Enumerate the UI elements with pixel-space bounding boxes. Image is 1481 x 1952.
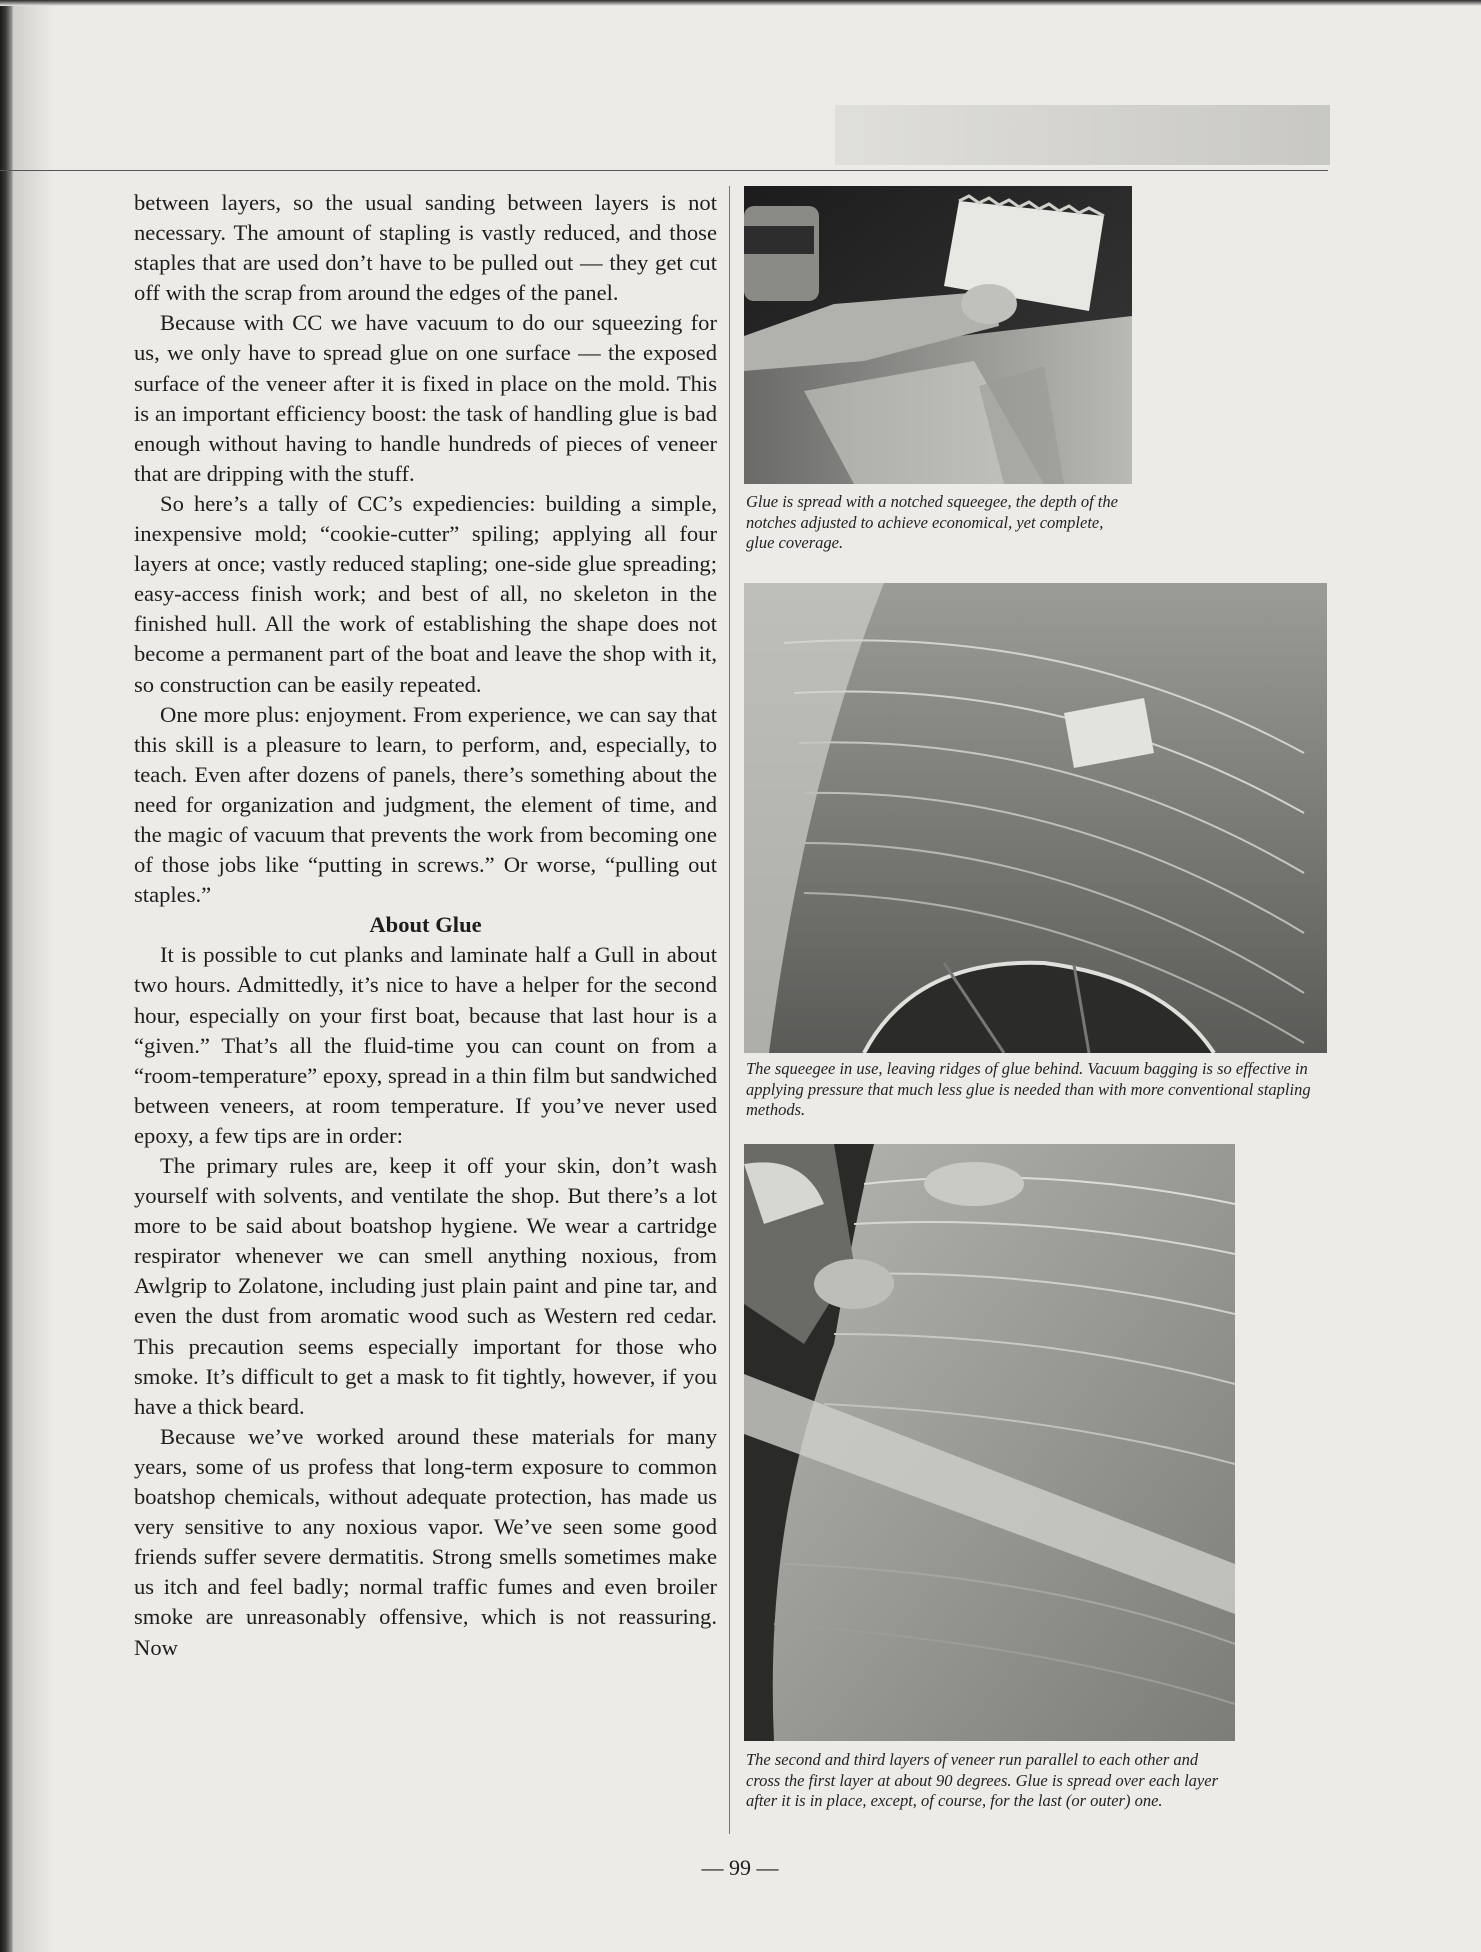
- header-rule: [0, 170, 1328, 171]
- paragraph: So here’s a tally of CC’s expediencies: building a simple, inexpensive mold; “cookie-cutter” spiling; applying all four layers at once; vastly reduced stapling; one-side glue spreading; easy-access finish work; and best of all, no skeleton in the finished hull. All the work of establishing the shape does not become a permanent part of the boat and leave the shop with it, so construction can be easily repeated.: [134, 490, 717, 697]
- paragraph: Because with CC we have vacuum to do our squeezing for us, we only have to spread glue on one surface — the exposed surface of the veneer after it is fixed in place on the mold. This is an important efficiency boost: the task of handling glue is bad enough without having to handle hundreds of pieces of veneer that are dripping with the stuff.: [134, 310, 717, 486]
- paragraph: Because we’ve worked around these materials for many years, some of us profess that long-term exposure to common boatshop chemicals, without adequate protection, has made us very sensitive to any noxious vapor. We’ve seen some good friends suffer severe dermatitis. Strong smells sometimes make us itch and feel badly; normal traffic fumes and even broiler smoke are unreasonably offensive, which is not reassuring. Now: [134, 1423, 717, 1660]
- photo-veneer-layers-image: [744, 1144, 1235, 1741]
- caption-2: The squeegee in use, leaving ridges of glue behind. Vacuum bagging is so effective in applying pressure that much less glue is needed than with more conventional stapling methods.: [746, 1059, 1311, 1120]
- paragraph: between layers, so the usual sanding between layers is not necessary. The amount of stapling is vastly reduced, and those staples that are used don’t have to be pulled out — they get cut off with the scrap from around the edges of the panel.: [134, 190, 717, 306]
- page-number: — 99 —: [701, 1855, 779, 1880]
- main-text-column: [134, 188, 717, 1663]
- paragraph: It is possible to cut planks and laminate half a Gull in about two hours. Admittedly, it’s nice to have a helper for the second hour, especially on your first boat, because that last hour is a “given.” That’s all the fluid-time you can count on from a “room-temperature” epoxy, spread in a thin film but sandwiched between veneers, at room temperature. If you’ve never used epoxy, a few tips are in order:: [134, 942, 717, 1148]
- section-heading: About Glue: [369, 912, 482, 938]
- photo-squeegee-image: [744, 186, 1132, 484]
- photo-veneer-layers: [744, 1144, 1235, 1741]
- photo-hull-glue-image: [744, 583, 1327, 1053]
- gutter-shadow: [14, 0, 54, 1952]
- caption-1: Glue is spread with a notched squeegee, the depth of the notches adjusted to achieve economical, yet complete, glue coverage.: [746, 492, 1118, 553]
- page-top-edge: [0, 0, 1481, 6]
- photo-hull-glue: [744, 583, 1327, 1053]
- show-through-block: [835, 105, 1330, 165]
- book-spine: [0, 0, 14, 1952]
- caption-3: The second and third layers of veneer run parallel to each other and cross the first layer at about 90 degrees. Glue is spread over each layer after it is in place, except, of course, for the last (or outer) one.: [746, 1750, 1218, 1811]
- column-divider: [729, 186, 730, 1834]
- paragraph: One more plus: enjoyment. From experience, we can say that this skill is a pleasure to learn, to perform, and, especially, to teach. Even after dozens of panels, there’s something about the need for organization and judgment, the element of time, and the magic of vacuum that prevents the work from becoming one of those jobs like “putting in screws.” Or worse, “pulling out staples.”: [134, 701, 717, 908]
- photo-squeegee: [744, 186, 1132, 484]
- paragraph: The primary rules are, keep it off your skin, don’t wash yourself with solvents, and ventilate the shop. But there’s a lot more to be said about boatshop hygiene. We wear a cartridge respirator whenever we can smell anything noxious, from Awlgrip to Zolatone, including just plain paint and pine tar, and even the dust from aromatic wood such as Western red cedar. This precaution seems especially important for those who smoke. It’s difficult to get a mask to fit tightly, however, if you have a thick beard.: [134, 1153, 717, 1419]
